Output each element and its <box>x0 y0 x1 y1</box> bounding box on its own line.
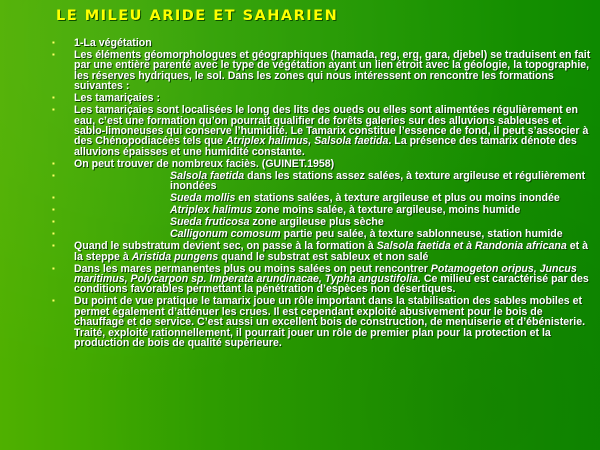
bullet-text <box>74 92 160 104</box>
text-segment: Quand le substratum devient sec, on passe à la formation à <box>74 240 377 253</box>
square-bullet-icon: ▪ <box>52 296 55 306</box>
bullet-text <box>74 104 588 158</box>
species-name: Salsola faetida et à Randonia africana <box>376 240 567 253</box>
bullet-item <box>50 50 595 92</box>
bullet-item <box>50 241 595 262</box>
square-bullet-icon: ▪ <box>52 217 55 227</box>
text-segment: 1-La végétation <box>74 37 152 49</box>
bullet-text <box>74 37 152 49</box>
text-segment: partie peu salée, à texture sablonneuse, station humide <box>280 228 563 241</box>
bullet-text <box>74 171 595 192</box>
square-bullet-icon: ▪ <box>52 50 55 59</box>
bullet-item <box>50 296 595 348</box>
square-bullet-icon: ▪ <box>52 170 55 180</box>
species-name: Atriplex halimus, Salsola faetida <box>225 135 389 148</box>
species-name: Calligonum comosum <box>170 228 281 241</box>
species-name: Salsola faetida <box>170 169 245 182</box>
species-name: Aristida pungens <box>131 250 219 263</box>
text-segment: en stations salées, à texture argileuse et plus ou moins inondée <box>235 192 560 205</box>
text-segment: Les tamariçaies : <box>74 92 160 105</box>
bullet-item <box>50 205 595 215</box>
bullet-text <box>74 217 384 227</box>
text-segment: . La présence des tamarix dénote des alluvions épaisses et une humidité constante. <box>74 135 577 158</box>
text-segment: On peut trouver de nombreux faciès. (GUINET.1958) <box>74 157 335 170</box>
square-bullet-icon: ▪ <box>52 241 55 251</box>
bullet-text <box>74 295 585 349</box>
species-name: Sueda mollis <box>170 192 236 205</box>
bullet-text <box>74 49 590 92</box>
square-bullet-icon: ▪ <box>52 263 55 273</box>
species-name: Potamogeton oripus, Juncus maritimus, Polycarpon sp. Imperata arundinacae, Typha angustifolia. <box>74 262 577 286</box>
bullet-text <box>74 158 334 170</box>
bullet-list <box>50 38 595 350</box>
bullet-item <box>50 217 595 227</box>
bullet-item <box>50 38 595 48</box>
bullet-text <box>74 263 589 296</box>
text-segment: Les éléments géomorphologues et géographiques (hamada, reg, erg, gara, djebel) se traduisent en fait par une entière parenté avec le type de végétation ayant un lien étroit avec la géologie, la topographie, les réserves hydriques, le sol. Dans les zones qui nous intéressent on rencontre les formations suivantes : <box>74 49 591 93</box>
square-bullet-icon: ▪ <box>52 105 55 115</box>
slide-title: LE MILEU ARIDE ET SAHARIEN <box>56 8 339 24</box>
text-segment: quand le substrat est sableux et non salé <box>218 250 429 263</box>
square-bullet-icon: ▪ <box>52 193 55 203</box>
bullet-item <box>50 229 595 239</box>
bullet-item <box>50 193 595 203</box>
text-segment: zone moins salée, à texture argileuse, moins humide <box>252 204 521 217</box>
square-bullet-icon: ▪ <box>52 158 55 168</box>
square-bullet-icon: ▪ <box>52 229 55 239</box>
bullet-item <box>50 93 595 103</box>
bullet-item <box>50 105 595 157</box>
bullet-text <box>74 193 560 203</box>
bullet-text <box>74 205 520 215</box>
text-segment: Ce milieu est caractérisé par des conditions favorables permettant la pénétration d’espèces non désertiques. <box>74 273 589 296</box>
square-bullet-icon: ▪ <box>52 38 55 47</box>
text-segment: et à la steppe à <box>74 240 588 263</box>
species-name: Atriplex halimus <box>170 204 253 217</box>
text-segment: dans les stations assez salées, à texture argileuse et régulièrement inondées <box>170 169 586 193</box>
square-bullet-icon: ▪ <box>52 93 55 103</box>
bullet-text <box>74 229 563 239</box>
bullet-item <box>50 159 595 169</box>
text-segment: zone argileuse plus sèche <box>249 216 384 229</box>
text-segment: Les tamariçaies sont localisées le long des lits des oueds ou elles sont alimentées régulièrement en eau, c’est une formation qu’on pourrait qualifier de forêts galeries sur des alluvions sableuses et sablo-limoneuses qui conserve l’humidité. Le Tamarix constitue l’essence de fond, il peut s’associer à des Chénopodiacées tels que <box>74 104 589 148</box>
square-bullet-icon: ▪ <box>52 205 55 215</box>
text-segment: Du point de vue pratique le tamarix joue un rôle important dans la stabilisation des sables mobiles et permet également d’atténuer les crues. Il est cependant exploité abusivement pour le bois de chauffage et de service. C’est aussi un excellent bois de construction, de menuiserie et d’ébénisterie. Traité, exploité rationnellement, il pourrait jouer un rôle de premier plan pour la protection et la production de bois de qualité supérieure. <box>74 295 586 350</box>
species-name: Sueda fruticosa <box>170 216 250 229</box>
bullet-item <box>50 264 595 295</box>
bullet-item <box>50 171 595 192</box>
text-segment: Dans les mares permanentes plus ou moins salées on peut rencontrer <box>74 262 431 275</box>
bullet-text <box>74 240 588 262</box>
